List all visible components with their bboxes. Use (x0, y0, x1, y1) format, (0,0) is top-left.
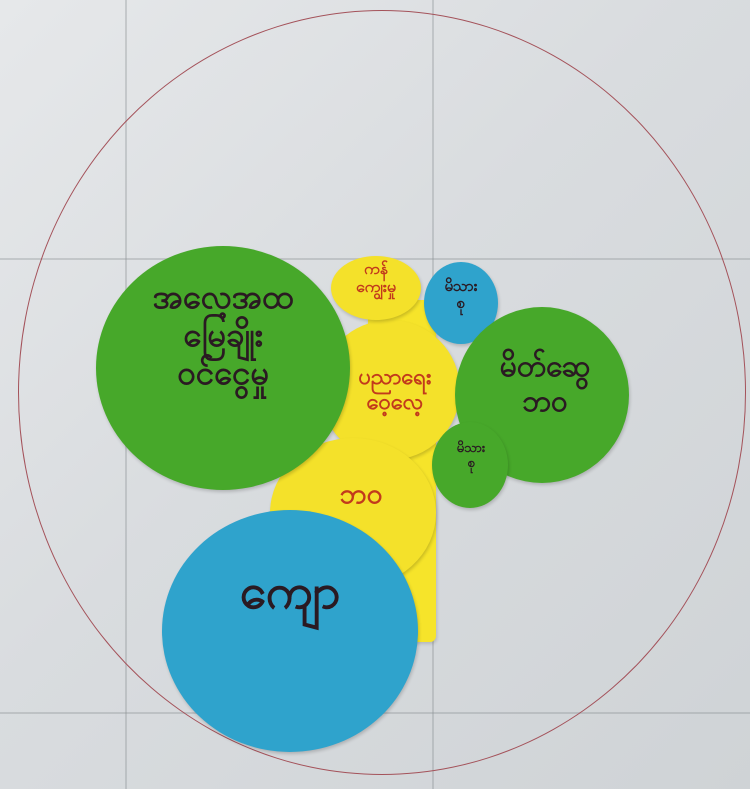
label-green-large: အလေ့အထ မြေချိုး ဝင်ငွေမှု (152, 277, 294, 392)
label-blue-small: မိသား စု (444, 277, 478, 313)
label-blue-large: ကျော (239, 564, 341, 620)
label-green-small: မိသား စု (456, 441, 486, 471)
label-yellow-bottom: ဘဝ (339, 477, 383, 510)
label-yellow-top: ကန် ကျွေးမှု (355, 259, 397, 297)
label-yellow-middle: ပညာရေး ဝေ့လေ့ (358, 364, 432, 416)
label-green-right: မိတ်ဆွေ ဘဝ (499, 349, 591, 419)
blue-circle-large (162, 510, 418, 752)
